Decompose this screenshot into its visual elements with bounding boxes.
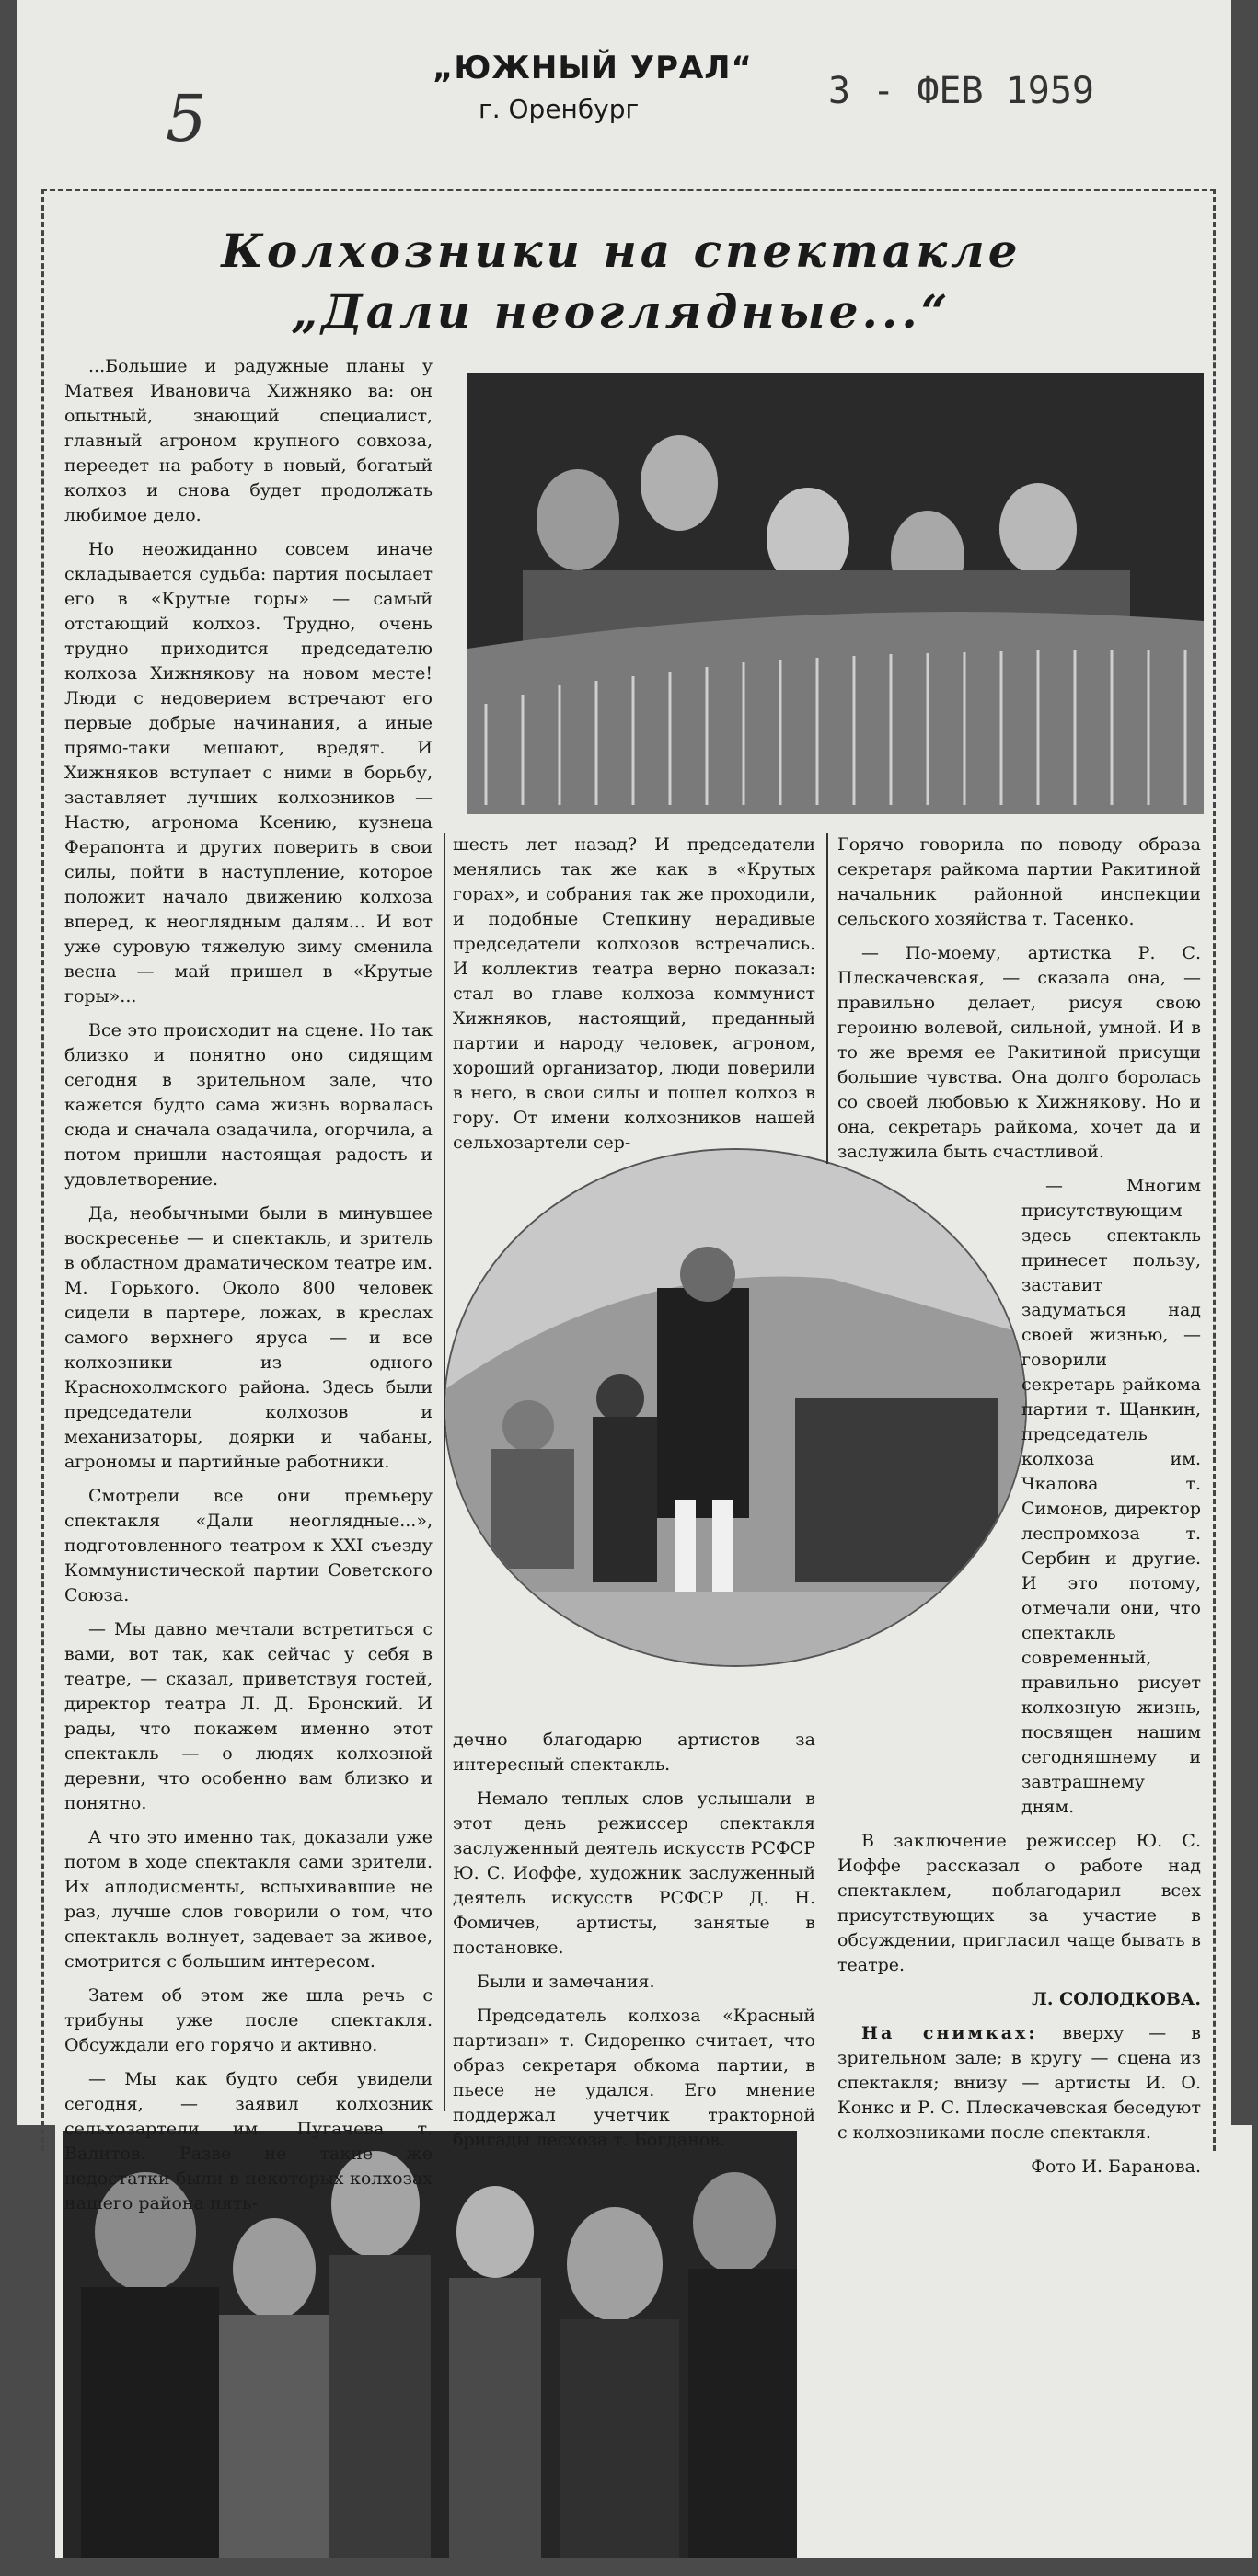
photo-audience-image [467,373,1204,814]
column-divider [826,833,828,1164]
paragraph: шесть лет назад? И председатели менялись так же как в «Крутых горах», и собрания так же проходили, и подобные Степкину нерадивые председатели колхозов встречались. И коллектив театра верно показал: стал во главе колхоза коммунист Хижняков, настоящий, преданный партии и народу человек, агроном, хороший организатор, люди поверили в него, в свои силы и пошел колхоз в гору. От имени колхозников нашей сельхозартели сер- [453,834,815,1153]
paragraph: Смотрели все они премьеру спектакля «Дали неоглядные...», подготовленного театром к XXI съезду Коммунистической партии Советского Союза. [64,1486,433,1605]
article-column-1 [64,354,433,2225]
paragraph: Горячо говорила по поводу образа секретаря райкома партии Ракитиной начальник районной инспекции сельского хозяйства т. Тасенко. [837,834,1201,929]
caption-label: На снимках: [861,2023,1038,2043]
paragraph: Затем об этом же шла речь с трибуны уже после спектакля. Обсуждали его горячо и активно. [64,1985,433,2055]
paragraph: В заключение режиссер Ю. С. Иоффе рассказал о работе над спектаклем, поблагодарил всех присутствующих за участие в обсуждении, пригласил чаще бывать в театре. [837,1831,1201,1975]
article-column-2 [453,833,815,1165]
paragraph: — По-моему, артистка Р. С. Плескачевская, — сказала она, — правильно делает, рисуя свою героиню волевой, сильной, умной. И в то же время ее Ракитиной присущи большие чувства. Она долго боролась со своей любовью к Хижнякову. Но и она, секретарь райкома, хочет да и заслужила быть счастливой. [837,943,1201,1162]
clipping-header [0,37,1215,156]
paragraph: А что это именно так, доказали уже потом в ходе спектакля сами зрители. Их аплодисменты, вспыхивавшие не раз, лучше слов говорили о том, что спектакль волнует, задевает за живое, смотрится с большим интересом. [64,1827,433,1972]
paragraph: — Мы давно мечтали встретиться с вами, вот так, как сейчас у себя в театре, — сказал, приветствуя гостей, директор театра Л. Д. Бронский. И рады, что покажем именно этот спектакль — о людях колхозной деревни, что особенно вам близко и понятно. [64,1619,433,1813]
paragraph: Председатель колхоза «Красный партизан» т. Сидоренко считает, что образ секретаря обкома партии, в пьесе не удался. Его мнение поддержал учетчик тракторной бригады лесхоза т. Богданов. [453,2006,815,2150]
paragraph: Немало теплых слов услышали в этот день режиссер спектакля заслуженный деятель искусств РСФСР Ю. С. Иоффе, художник заслуженный деятель искусств РСФСР Д. Н. Фомичев, артисты, занятые в постановке. [453,1788,815,1958]
article-column-3 [837,833,1201,2189]
paragraph: Все это происходит на сцене. Но так близко и понятно оно сидящим сегодня в зрительном зале, что кажется будто сама жизнь ворвалась сюда и сначала озадачила, огорчила, а потом пришли настоящая радость и удовлетворение. [64,1020,433,1190]
photo-caption [837,2021,1201,2145]
paragraph: — Многим присутствующим здесь спектакль принесет пользу, заставит задуматься над своей жизнью, — говорили секретарь райкома партии т. Щанкин, председатель колхоза им. Чкалова т. Симонов, директор леспромхоза т. Сербин и другие. И это потому, отмечали они, что спектакль современный, правильно рисует колхозную жизнь, посвящен нашим сегодняшнему и завтрашнему дням. [1021,1176,1201,1817]
paragraph: — Мы как будто себя увидели сегодня, — заявил колхозник сельхозартели им. Пугачева т. Валитов. Разве не такие же недостатки были в некоторых колхозах нашего района пять- [64,2069,433,2214]
handwritten-mark: 5 [166,81,207,156]
column-divider [444,833,445,2111]
paragraph: дечно благодарю артистов за интересный спектакль. [453,1730,815,1775]
photo-audience [467,373,1204,814]
paragraph: Но неожиданно совсем иначе складывается судьба: партия посылает его в «Крутые горы» — самый отстающий колхоз. Трудно, очень трудно приходится председателю колхоза Хижнякову на новом месте! Люди с недоверием встречают его первые добрые начинания, а иные прямо-таки мешают, вредят. И Хижняков вступает с ними в борьбу, заставляет лучших колхозников — Настю, агронома Ксению, кузнеца Ферапонта и других поверить в свои силы, пойти в наступление, которое положит начало движению колхоза вперед, к неоглядным далям... И вот уже суровую тяжелую зиму сменила весна — май пришел в «Крутые горы»... [64,539,433,1006]
title-line-2: „Дали неоглядные...“ [291,284,952,339]
date-stamp: 3 - ФЕВ 1959 [828,70,1094,112]
photo-credit: Фото И. Баранова. [1031,2156,1201,2177]
caption-text: вверху — в зрительном зале; в кругу — сцена из спектакля; внизу — артисты И. О. Конкс и Р. С. Плескачевская беседуют с колхозниками после спектакля. [837,2023,1201,2143]
article-column-2-continued [453,1728,815,2162]
newspaper-city: г. Оренбург [479,94,640,124]
paragraph: Были и замечания. [477,1972,655,1992]
paragraph: ...Большие и радужные планы у Матвея Ивановича Хижняко ва: он опытный, знающий специалист, главный агроном крупного совхоза, переедет на работу в новый, богатый колхоз и снова будет продолжать любимое дело. [64,356,433,525]
article-title [0,221,1242,342]
title-line-1: Колхозники на спектакле [221,224,1021,278]
author-signature: Л. СОЛОДКОВА. [1032,1989,1201,2009]
newspaper-name: „ЮЖНЫЙ УРАЛ“ [433,50,753,86]
paragraph: Да, необычными были в минувшее воскресенье — и спектакль, и зритель в областном драматическом театре им. М. Горького. Около 800 человек сидели в партере, ложах, в креслах самого верхнего яруса — и все колхозники из одного Краснохолмского района. Здесь были председатели колхозов и механизаторы, доярки и чабаны, агрономы и партийные работники. [64,1203,433,1472]
